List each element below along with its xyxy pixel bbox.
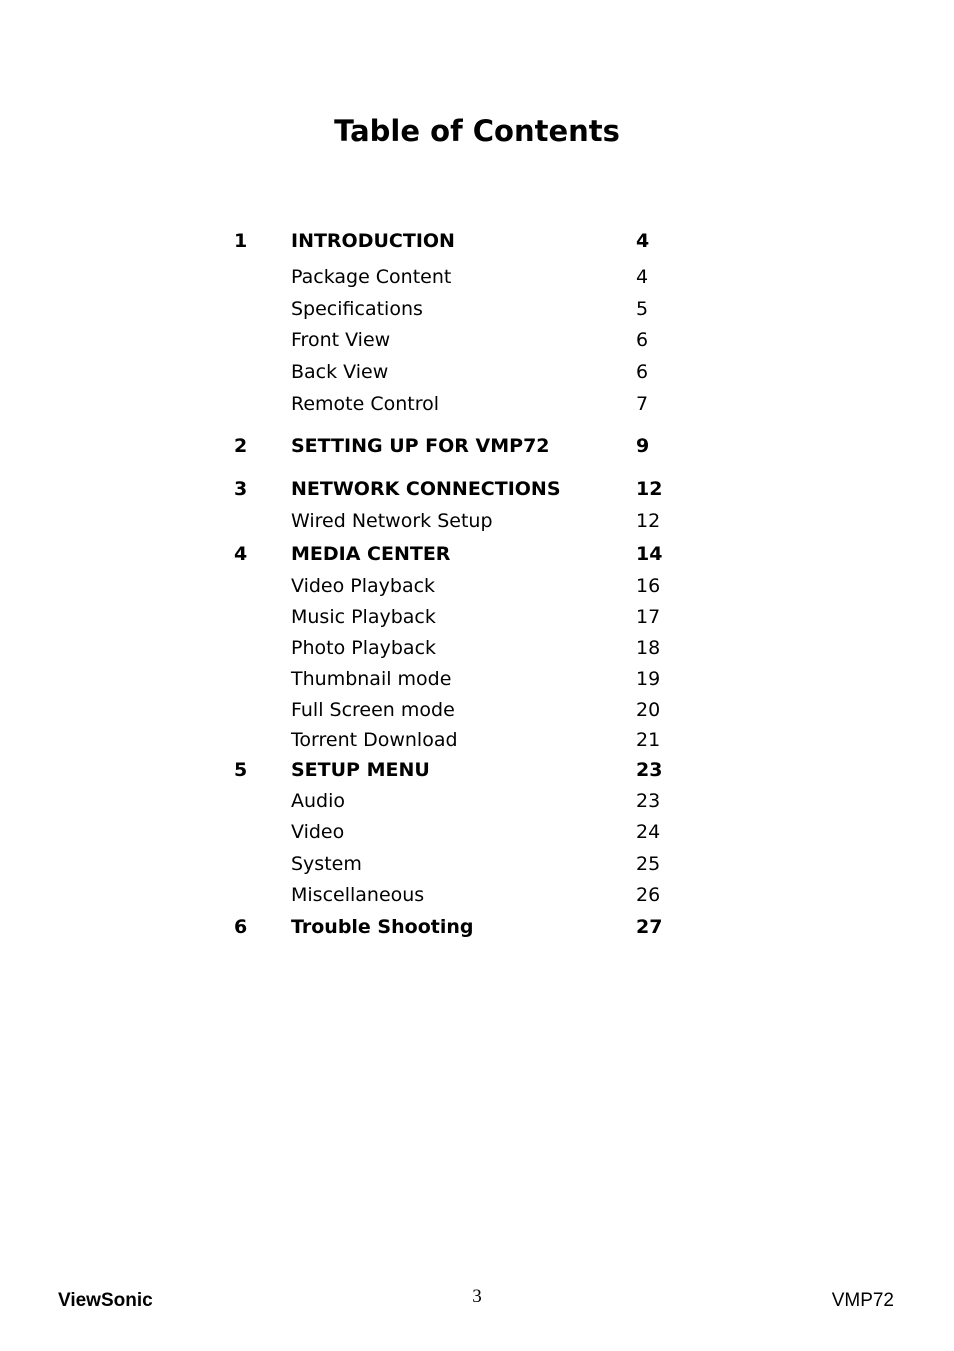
toc-entry-number: 6 [234,916,248,938]
toc-section-row[interactable] [0,818,954,846]
page-title: Table of Contents [334,114,620,148]
toc-entry-label: System [291,853,362,875]
toc-section-row[interactable] [0,881,954,909]
toc-chapter-row[interactable] [0,913,954,941]
toc-section-row[interactable] [0,787,954,815]
toc-entry-label: Package Content [291,266,452,288]
toc-section-row[interactable] [0,295,954,323]
toc-entry-label: INTRODUCTION [291,230,455,252]
toc-entry-label: Music Playback [291,606,436,628]
toc-entry-number: 3 [234,478,248,500]
toc-entry-page: 6 [636,361,649,383]
toc-chapter-row[interactable] [0,756,954,784]
toc-entry-page: 9 [636,435,650,457]
toc-entry-page: 21 [636,729,661,751]
toc-section-row[interactable] [0,665,954,693]
footer-model: VMP72 [831,1290,894,1311]
toc-entry-label: Video [291,821,345,843]
toc-entry-label: Front View [291,329,391,351]
toc-entry-page: 23 [636,759,663,781]
toc-entry-page: 18 [636,637,661,659]
toc-section-row[interactable] [0,358,954,386]
toc-entry-page: 14 [636,543,663,565]
toc-section-row[interactable] [0,634,954,662]
toc-section-row[interactable] [0,850,954,878]
toc-entry-number: 4 [234,543,248,565]
toc-entry-number: 2 [234,435,248,457]
toc-entry-page: 20 [636,699,661,721]
toc-entry-page: 25 [636,853,661,875]
toc-chapter-row[interactable] [0,540,954,568]
toc-entry-page: 7 [636,393,649,415]
toc-section-row[interactable] [0,696,954,724]
toc-entry-label: MEDIA CENTER [291,543,451,565]
toc-section-row[interactable] [0,326,954,354]
toc-entry-page: 12 [636,478,663,500]
toc-chapter-row[interactable] [0,227,954,255]
toc-entry-label: Full Screen mode [291,699,455,721]
toc-entry-label: Audio [291,790,346,812]
toc-entry-label: SETUP MENU [291,759,430,781]
toc-entry-number: 1 [234,230,248,252]
toc-section-row[interactable] [0,263,954,291]
toc-entry-label: Thumbnail mode [291,668,452,690]
toc-entry-page: 5 [636,298,649,320]
toc-entry-label: Remote Control [291,393,440,415]
toc-entry-page: 26 [636,884,661,906]
footer-brand: ViewSonic [58,1290,153,1311]
toc-entry-page: 16 [636,575,661,597]
toc-entry-label: Wired Network Setup [291,510,493,532]
toc-chapter-row[interactable] [0,475,954,503]
toc-entry-label: Specifications [291,298,423,320]
toc-section-row[interactable] [0,603,954,631]
toc-entry-page: 12 [636,510,661,532]
toc-entry-page: 24 [636,821,661,843]
toc-entry-number: 5 [234,759,248,781]
toc-section-row[interactable] [0,390,954,418]
toc-entry-page: 17 [636,606,661,628]
toc-entry-label: Video Playback [291,575,436,597]
toc-entry-page: 27 [636,916,663,938]
toc-section-row[interactable] [0,726,954,754]
toc-entry-page: 23 [636,790,661,812]
footer-page-number: 3 [472,1286,482,1307]
toc-section-row[interactable] [0,507,954,535]
toc-entry-label: Photo Playback [291,637,437,659]
toc-entry-label: Back View [291,361,389,383]
toc-entry-page: 4 [636,230,650,252]
toc-section-row[interactable] [0,572,954,600]
toc-entry-page: 4 [636,266,649,288]
toc-entry-label: Miscellaneous [291,884,425,906]
toc-entry-page: 19 [636,668,661,690]
toc-entry-label: Torrent Download [291,729,458,751]
toc-entry-label: NETWORK CONNECTIONS [291,478,561,500]
toc-entry-page: 6 [636,329,649,351]
toc-entry-label: Trouble Shooting [291,916,474,938]
toc-entry-label: SETTING UP FOR VMP72 [291,435,550,457]
toc-chapter-row[interactable] [0,432,954,460]
